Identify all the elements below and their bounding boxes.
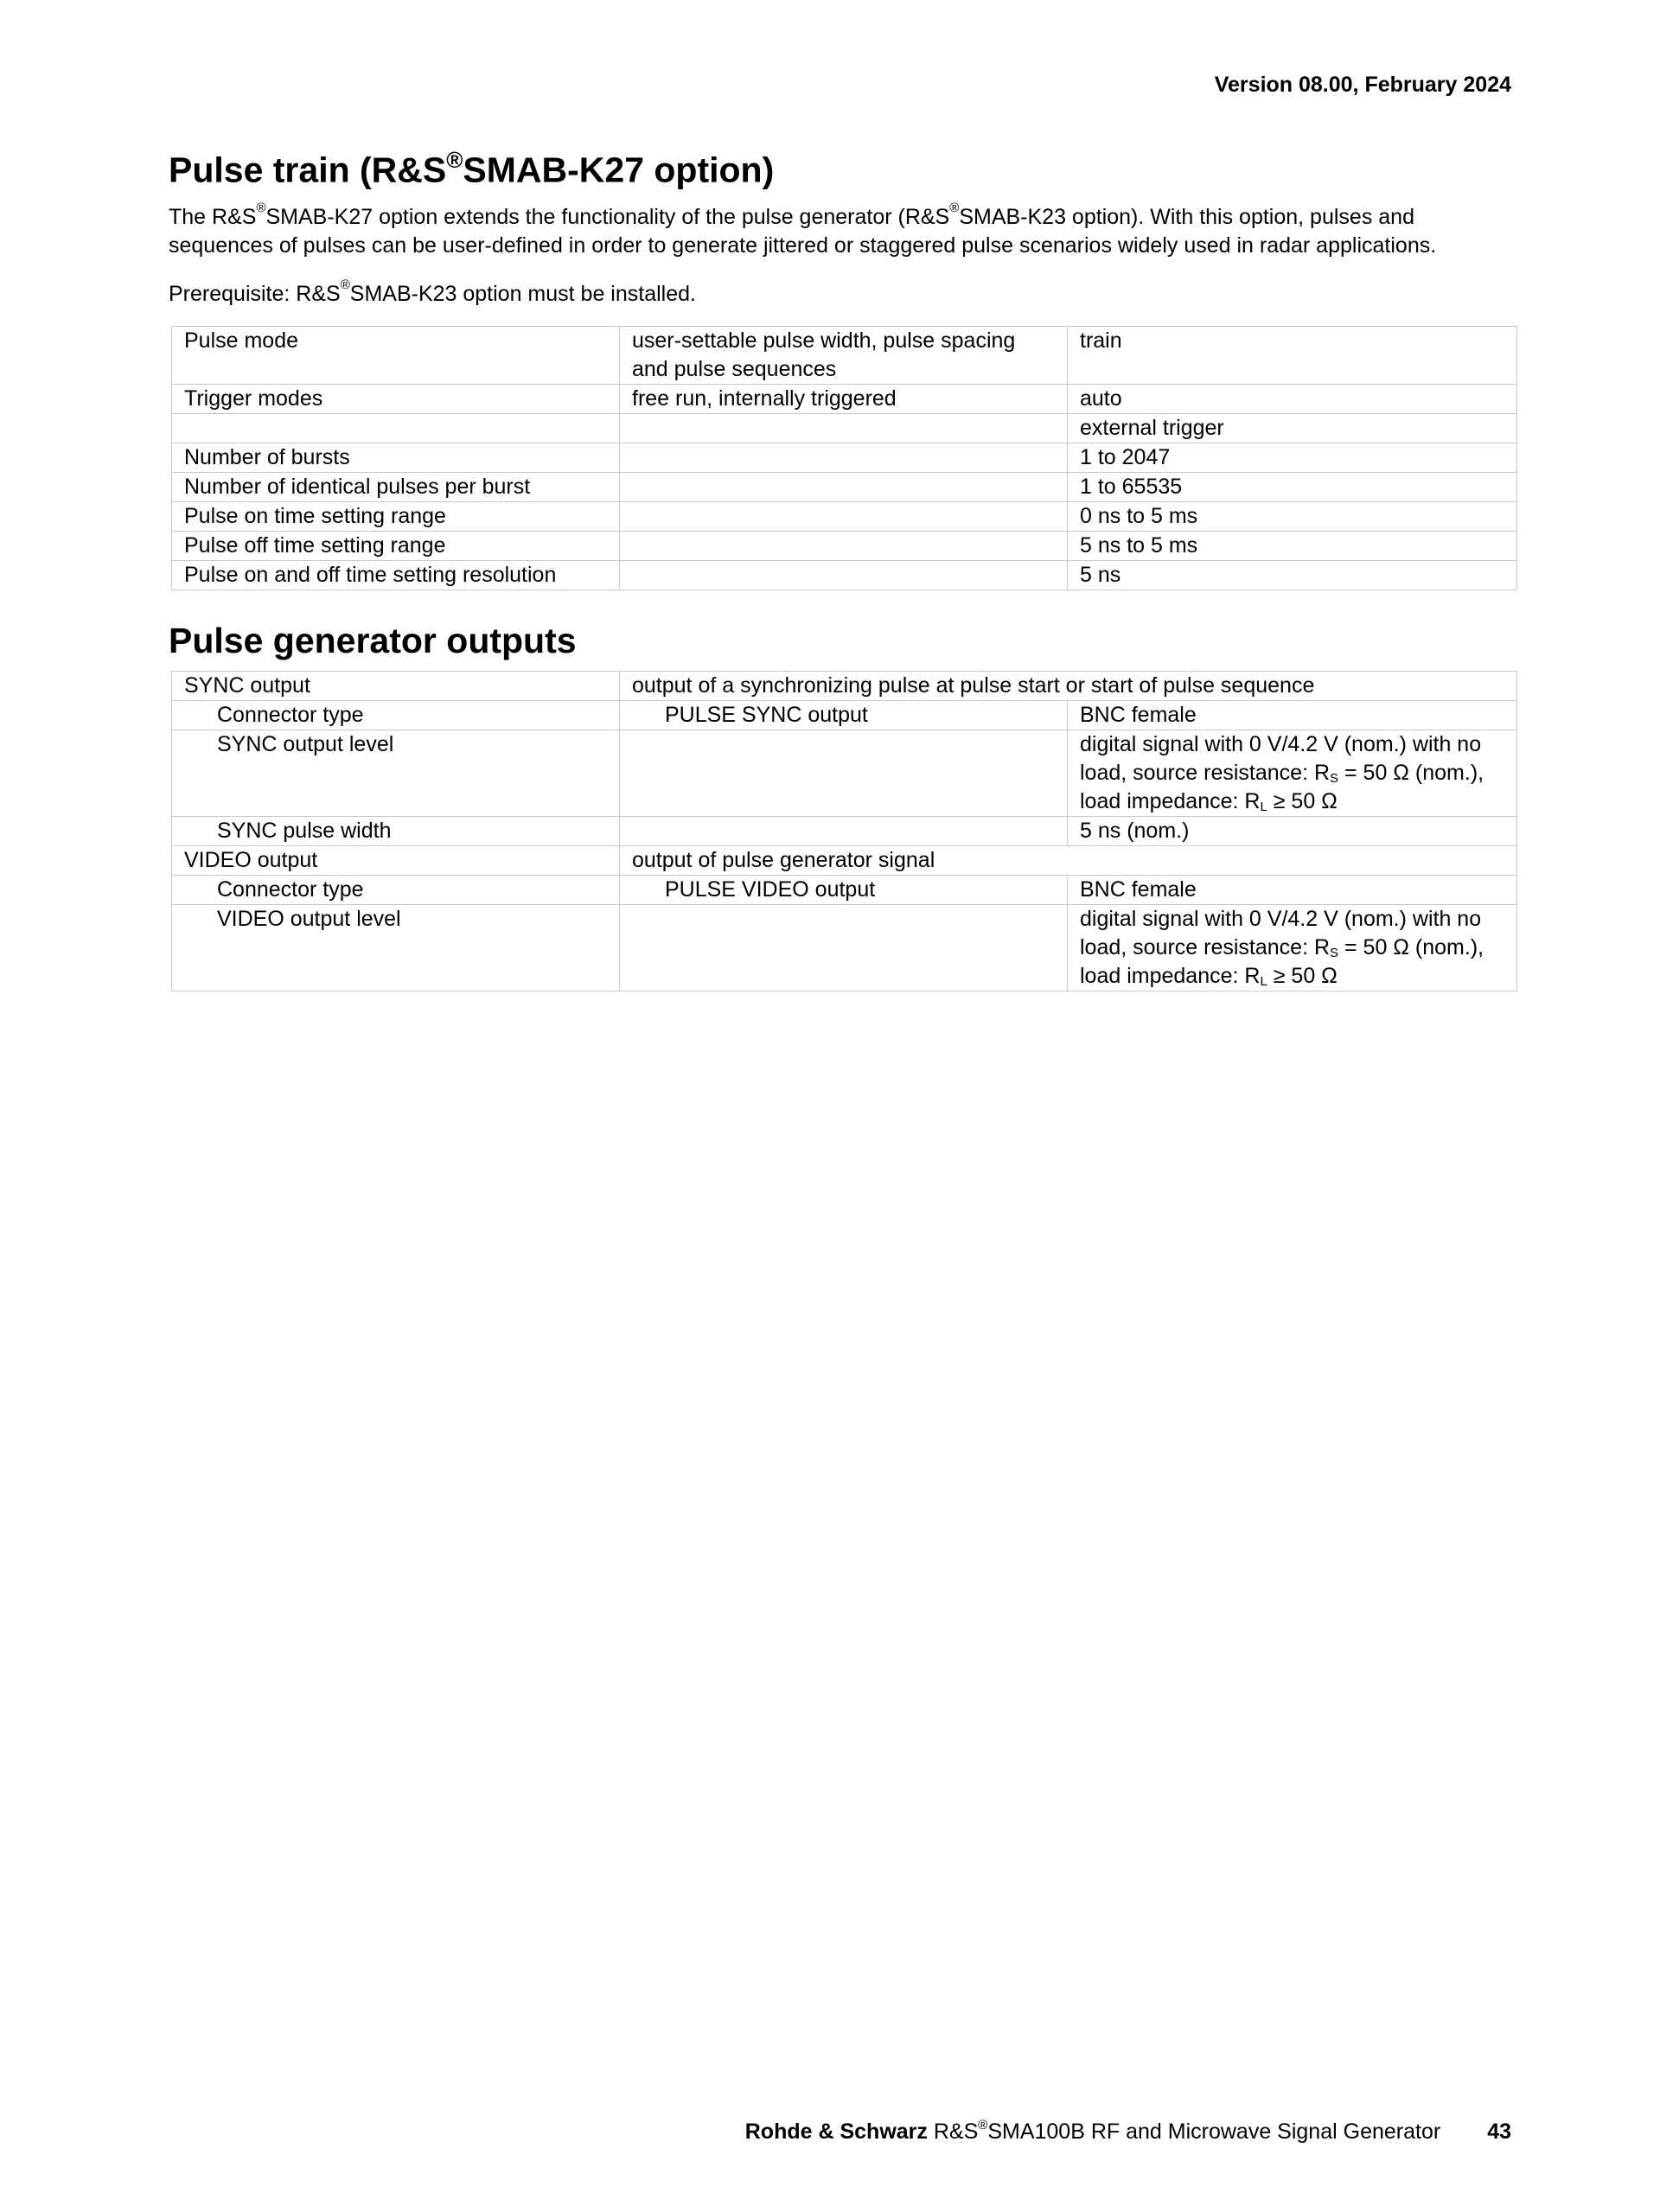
table-cell: BNC female bbox=[1068, 876, 1517, 905]
table-cell: Pulse mode bbox=[172, 327, 620, 385]
section-title-pulse-generator-outputs: Pulse generator outputs bbox=[169, 621, 577, 660]
table-cell: digital signal with 0 V/4.2 V (nom.) with no load, source resistance: $R_S = 50$ Ω (nom.), load impedance: $R_L \ge 50$ Ω bbox=[1068, 730, 1517, 817]
table-cell: 1 to 2047 bbox=[1068, 443, 1517, 473]
table-row bbox=[172, 532, 1517, 561]
table-cell bbox=[620, 561, 1068, 590]
table-cell: SYNC output bbox=[172, 672, 620, 701]
table-row bbox=[172, 327, 1517, 385]
table-row bbox=[172, 817, 1517, 846]
table-cell: Pulse off time setting range bbox=[172, 532, 620, 561]
table-row bbox=[172, 443, 1517, 473]
table-cell: Pulse on and off time setting resolution bbox=[172, 561, 620, 590]
table-cell bbox=[620, 473, 1068, 502]
pulse-train-table bbox=[171, 326, 1517, 590]
page-number: 43 bbox=[1487, 2120, 1511, 2144]
table-cell: Connector type bbox=[172, 876, 620, 905]
prerequisite-paragraph: Prerequisite: R&S®SMAB-K23 option must be installed. bbox=[169, 277, 696, 306]
table-cell bbox=[620, 730, 1068, 817]
table-row bbox=[172, 846, 1517, 876]
table-cell bbox=[620, 502, 1068, 532]
section-title-pulse-train: Pulse train (R&S®SMAB-K27 option) bbox=[169, 147, 775, 190]
table-cell: output of a synchronizing pulse at pulse start or start of pulse sequence bbox=[620, 672, 1517, 701]
pulse-generator-outputs-table bbox=[171, 671, 1517, 991]
table-cell: 5 ns bbox=[1068, 561, 1517, 590]
table-cell: VIDEO output level bbox=[172, 905, 620, 991]
table-cell bbox=[620, 817, 1068, 846]
table-cell: user-settable pulse width, pulse spacing and pulse sequences bbox=[620, 327, 1068, 385]
table-row bbox=[172, 473, 1517, 502]
table-cell: 5 ns (nom.) bbox=[1068, 817, 1517, 846]
table-cell: 5 ns to 5 ms bbox=[1068, 532, 1517, 561]
version-header: Version 08.00, February 2024 bbox=[1214, 73, 1511, 97]
table-cell: external trigger bbox=[1068, 414, 1517, 443]
table-cell: auto bbox=[1068, 385, 1517, 414]
table-row bbox=[172, 730, 1517, 817]
table-row bbox=[172, 502, 1517, 532]
table-cell: 1 to 65535 bbox=[1068, 473, 1517, 502]
table-cell: Number of identical pulses per burst bbox=[172, 473, 620, 502]
table-cell bbox=[620, 532, 1068, 561]
table-row bbox=[172, 905, 1517, 991]
table-cell: Pulse on time setting range bbox=[172, 502, 620, 532]
table-cell: PULSE SYNC output bbox=[620, 701, 1068, 730]
table-cell: train bbox=[1068, 327, 1517, 385]
table-row bbox=[172, 385, 1517, 414]
table-cell: free run, internally triggered bbox=[620, 385, 1068, 414]
table-cell bbox=[620, 905, 1068, 991]
table-row bbox=[172, 414, 1517, 443]
table-cell: output of pulse generator signal bbox=[620, 846, 1517, 876]
intro-paragraph: The R&S®SMAB-K27 option extends the functionality of the pulse generator (R&S®SMAB-K23 option). With this option, pulses and sequences of pulses can be user-defined in order to generate jittered or staggered pulse scenarios widely used in radar applications. bbox=[169, 201, 1437, 258]
table-cell: 0 ns to 5 ms bbox=[1068, 502, 1517, 532]
page-footer: Rohde & Schwarz R&S®SMA100B RF and Microwave Signal Generator 43 bbox=[744, 2118, 1511, 2144]
table-cell: SYNC output level bbox=[172, 730, 620, 817]
table-cell bbox=[620, 443, 1068, 473]
table-cell bbox=[172, 414, 620, 443]
table-cell: SYNC pulse width bbox=[172, 817, 620, 846]
table-cell: VIDEO output bbox=[172, 846, 620, 876]
table-cell: PULSE VIDEO output bbox=[620, 876, 1068, 905]
table-row bbox=[172, 701, 1517, 730]
table-cell: BNC female bbox=[1068, 701, 1517, 730]
table-cell: Number of bursts bbox=[172, 443, 620, 473]
table-cell bbox=[620, 414, 1068, 443]
table-row bbox=[172, 672, 1517, 701]
table-cell: digital signal with 0 V/4.2 V (nom.) with no load, source resistance: $R_S = 50$ Ω (nom.), load impedance: $R_L \ge 50$ Ω bbox=[1068, 905, 1517, 991]
table-cell: Connector type bbox=[172, 701, 620, 730]
table-row bbox=[172, 876, 1517, 905]
table-cell: Trigger modes bbox=[172, 385, 620, 414]
table-row bbox=[172, 561, 1517, 590]
